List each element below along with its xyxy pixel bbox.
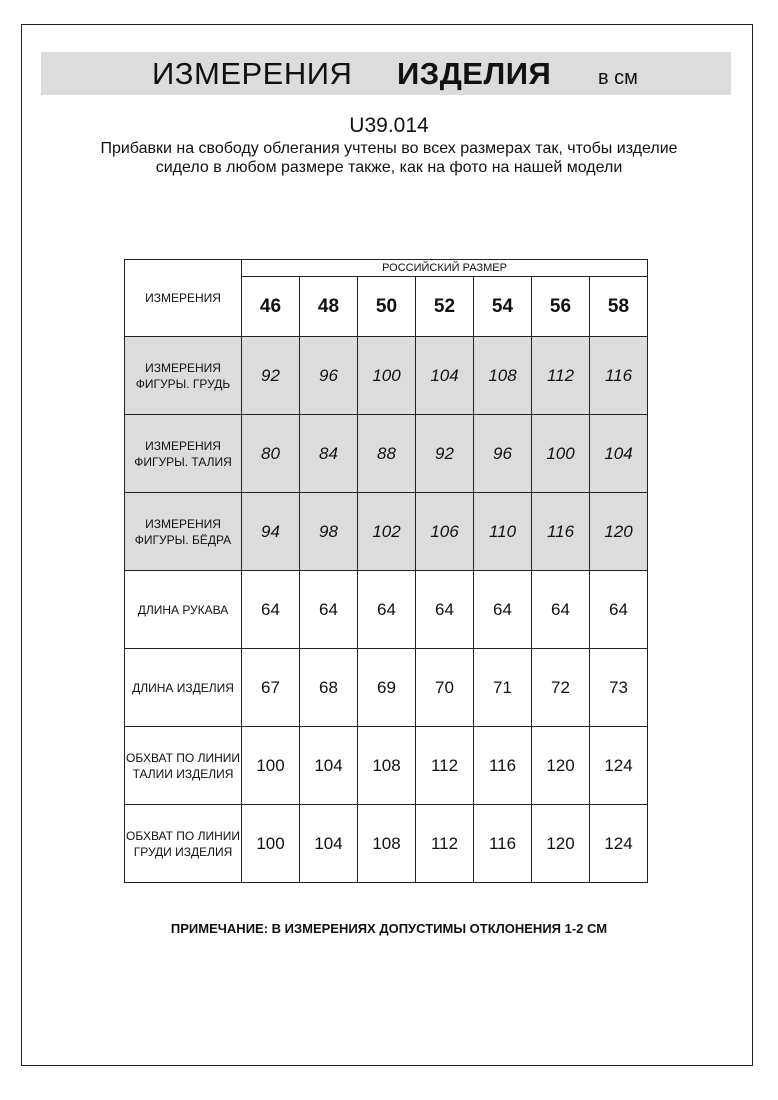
row-label: ДЛИНА РУКАВА xyxy=(125,571,242,649)
size-header-cell: 54 xyxy=(474,277,532,337)
size-group-label: РОССИЙСКИЙ РАЗМЕР xyxy=(242,260,648,277)
size-table-body xyxy=(125,260,648,883)
table-cell: 112 xyxy=(416,805,474,883)
table-cell: 96 xyxy=(300,337,358,415)
table-cell: 110 xyxy=(474,493,532,571)
table-row xyxy=(125,493,648,571)
table-row xyxy=(125,415,648,493)
size-header-cell: 46 xyxy=(242,277,300,337)
table-row xyxy=(125,571,648,649)
row-label: ДЛИНА ИЗДЕЛИЯ xyxy=(125,649,242,727)
title-unit: в см xyxy=(598,67,638,89)
table-cell: 108 xyxy=(358,727,416,805)
table-cell: 112 xyxy=(416,727,474,805)
table-cell: 70 xyxy=(416,649,474,727)
table-cell: 116 xyxy=(532,493,590,571)
size-table xyxy=(124,259,648,883)
intro-text: Прибавки на свободу облегания учтены во всех размерах так, чтобы изделие сидело в любом размере также, как на фото на нашей модели xyxy=(100,140,678,176)
table-cell: 64 xyxy=(590,571,648,649)
title-part1: ИЗМЕРЕНИЯ xyxy=(152,56,353,91)
row-label: ИЗМЕРЕНИЯ ФИГУРЫ. БЁДРА xyxy=(125,493,242,571)
table-cell: 116 xyxy=(590,337,648,415)
table-cell: 72 xyxy=(532,649,590,727)
table-cell: 80 xyxy=(242,415,300,493)
table-cell: 108 xyxy=(474,337,532,415)
table-cell: 112 xyxy=(532,337,590,415)
corner-label: ИЗМЕРЕНИЯ xyxy=(125,260,242,337)
row-label: ОБХВАТ ПО ЛИНИИ ГРУДИ ИЗДЕЛИЯ xyxy=(125,805,242,883)
table-cell: 120 xyxy=(532,727,590,805)
table-cell: 120 xyxy=(532,805,590,883)
row-label: ОБХВАТ ПО ЛИНИИ ТАЛИИ ИЗДЕЛИЯ xyxy=(125,727,242,805)
table-cell: 124 xyxy=(590,727,648,805)
table-cell: 67 xyxy=(242,649,300,727)
table-cell: 124 xyxy=(590,805,648,883)
table-row xyxy=(125,337,648,415)
table-row xyxy=(125,805,648,883)
table-cell: 92 xyxy=(242,337,300,415)
table-cell: 69 xyxy=(358,649,416,727)
table-cell: 64 xyxy=(300,571,358,649)
size-header-cell: 48 xyxy=(300,277,358,337)
table-cell: 64 xyxy=(242,571,300,649)
table-cell: 64 xyxy=(532,571,590,649)
row-label: ИЗМЕРЕНИЯ ФИГУРЫ. ТАЛИЯ xyxy=(125,415,242,493)
table-cell: 98 xyxy=(300,493,358,571)
table-cell: 100 xyxy=(242,727,300,805)
table-row xyxy=(125,727,648,805)
size-header-cell: 50 xyxy=(358,277,416,337)
table-cell: 88 xyxy=(358,415,416,493)
table-row xyxy=(125,649,648,727)
table-cell: 108 xyxy=(358,805,416,883)
table-cell: 64 xyxy=(416,571,474,649)
table-cell: 120 xyxy=(590,493,648,571)
table-cell: 73 xyxy=(590,649,648,727)
table-cell: 116 xyxy=(474,727,532,805)
row-label: ИЗМЕРЕНИЯ ФИГУРЫ. ГРУДЬ xyxy=(125,337,242,415)
table-cell: 94 xyxy=(242,493,300,571)
title-bar xyxy=(41,52,731,95)
table-cell: 104 xyxy=(300,805,358,883)
table-cell: 92 xyxy=(416,415,474,493)
table-cell: 100 xyxy=(242,805,300,883)
title-part2: ИЗДЕЛИЯ xyxy=(397,56,552,91)
size-header-cell: 58 xyxy=(590,277,648,337)
table-cell: 64 xyxy=(474,571,532,649)
table-cell: 84 xyxy=(300,415,358,493)
table-cell: 106 xyxy=(416,493,474,571)
table-cell: 102 xyxy=(358,493,416,571)
table-cell: 104 xyxy=(416,337,474,415)
article-code: U39.014 xyxy=(349,114,429,137)
table-cell: 100 xyxy=(358,337,416,415)
table-cell: 96 xyxy=(474,415,532,493)
table-header-row xyxy=(125,260,648,277)
table-cell: 71 xyxy=(474,649,532,727)
table-cell: 100 xyxy=(532,415,590,493)
measurement-note: ПРИМЕЧАНИЕ: В ИЗМЕРЕНИЯХ ДОПУСТИМЫ ОТКЛОНЕНИЯ 1-2 СМ xyxy=(170,921,608,936)
table-cell: 64 xyxy=(358,571,416,649)
table-cell: 68 xyxy=(300,649,358,727)
table-cell: 116 xyxy=(474,805,532,883)
table-cell: 104 xyxy=(590,415,648,493)
table-cell: 104 xyxy=(300,727,358,805)
size-header-cell: 52 xyxy=(416,277,474,337)
size-header-cell: 56 xyxy=(532,277,590,337)
